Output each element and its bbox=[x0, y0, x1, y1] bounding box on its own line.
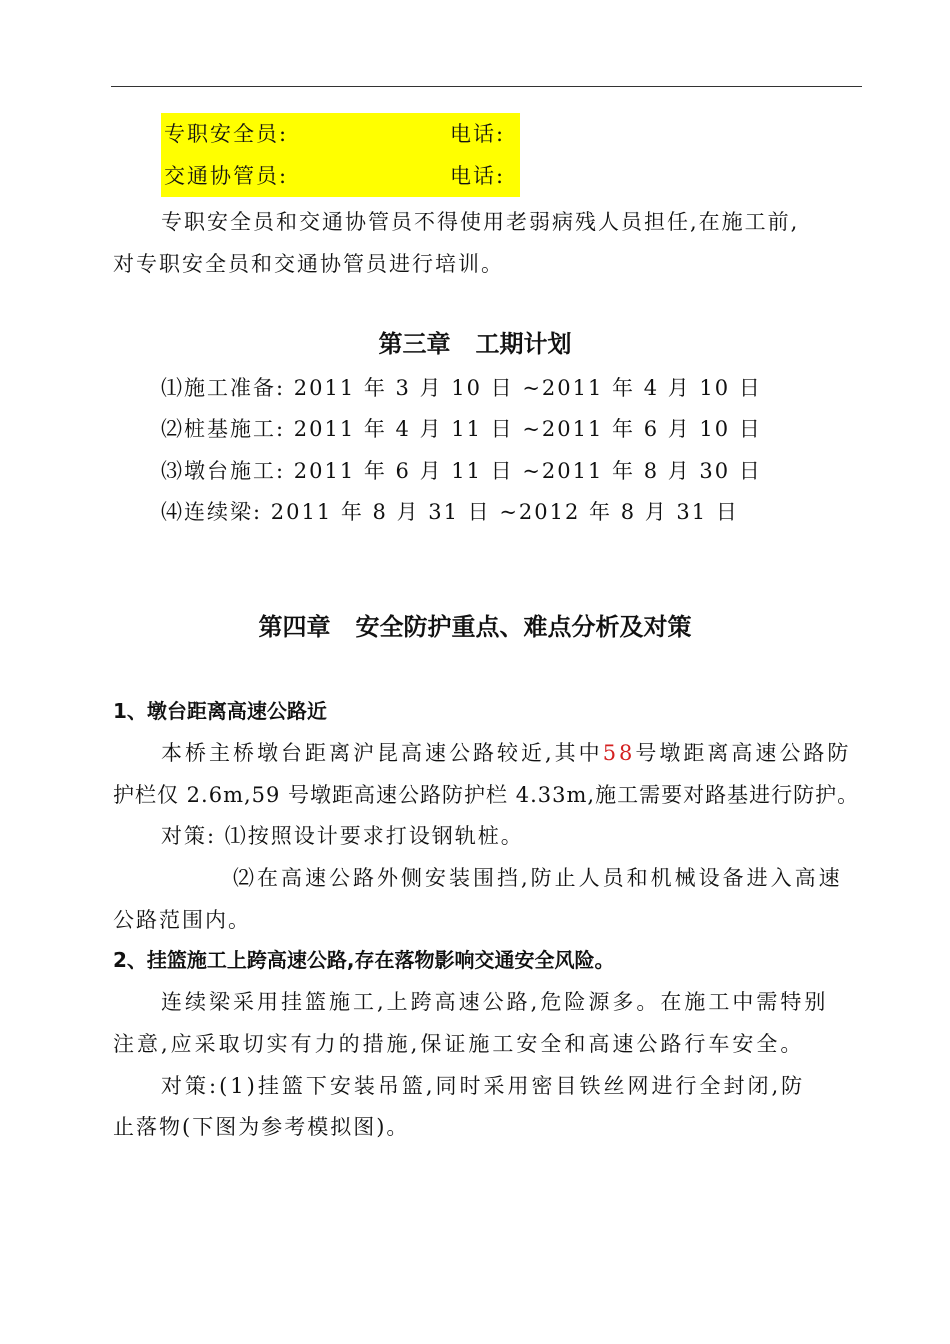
schedule-item: ⑴施工准备: 2011 年 3 月 10 日 ~2011 年 4 月 10 日 bbox=[161, 376, 762, 400]
contact-row bbox=[161, 155, 520, 197]
contact-row bbox=[161, 113, 520, 155]
paragraph-line: 连续梁采用挂篮施工,上跨高速公路,危险源多。在施工中需特别 bbox=[161, 990, 829, 1014]
schedule-item: ⑷连续梁: 2011 年 8 月 31 日 ~2012 年 8 月 31 日 bbox=[161, 500, 739, 524]
paragraph-text: 本桥主桥墩台距离沪昆高速公路较近,其中 bbox=[161, 741, 603, 765]
section-1-heading: 1、墩台距离高速公路近 bbox=[113, 699, 327, 723]
chapter-4-title: 第四章 安全防护重点、难点分析及对策 bbox=[258, 613, 692, 641]
paragraph-line: 对专职安全员和交通协管员进行培训。 bbox=[113, 252, 504, 276]
phone-label: 电话: bbox=[450, 122, 506, 146]
paragraph-line: 注意,应采取切实有力的措施,保证施工安全和高速公路行车安全。 bbox=[113, 1032, 805, 1056]
phone-label: 电话: bbox=[450, 164, 506, 188]
chapter-3-title: 第三章 工期计划 bbox=[378, 330, 572, 358]
section-2-heading: 2、挂篮施工上跨高速公路,存在落物影响交通安全风险。 bbox=[113, 948, 615, 972]
safety-officer-label: 专职安全员: bbox=[164, 122, 289, 146]
paragraph-line: 专职安全员和交通协管员不得使用老弱病残人员担任,在施工前, bbox=[161, 210, 800, 234]
contact-highlight-block bbox=[161, 113, 520, 197]
measure-line: 对策: ⑴按照设计要求打设钢轨桩。 bbox=[161, 824, 524, 848]
measure-line: 对策:(1)挂篮下安装吊篮,同时采用密目铁丝网进行全封闭,防 bbox=[161, 1074, 806, 1098]
schedule-item: ⑵桩基施工: 2011 年 4 月 11 日 ~2011 年 6 月 10 日 bbox=[161, 417, 762, 441]
pier-number: 58 bbox=[602, 741, 636, 765]
measure-line: 公路范围内。 bbox=[113, 908, 251, 932]
paragraph-line bbox=[161, 739, 851, 767]
paragraph-text: 号墩距离高速公路防 bbox=[635, 741, 852, 765]
paragraph-line: 护栏仅 2.6m,59 号墩距高速公路防护栏 4.33m,施工需要对路基进行防护。 bbox=[113, 783, 860, 807]
schedule-item: ⑶墩台施工: 2011 年 6 月 11 日 ~2011 年 8 月 30 日 bbox=[161, 459, 762, 483]
header-rule bbox=[111, 86, 862, 87]
measure-line: ⑵在高速公路外侧安装围挡,防止人员和机械设备进入高速 bbox=[233, 866, 843, 890]
traffic-coordinator-label: 交通协管员: bbox=[164, 164, 289, 188]
measure-line: 止落物(下图为参考模拟图)。 bbox=[113, 1115, 410, 1139]
